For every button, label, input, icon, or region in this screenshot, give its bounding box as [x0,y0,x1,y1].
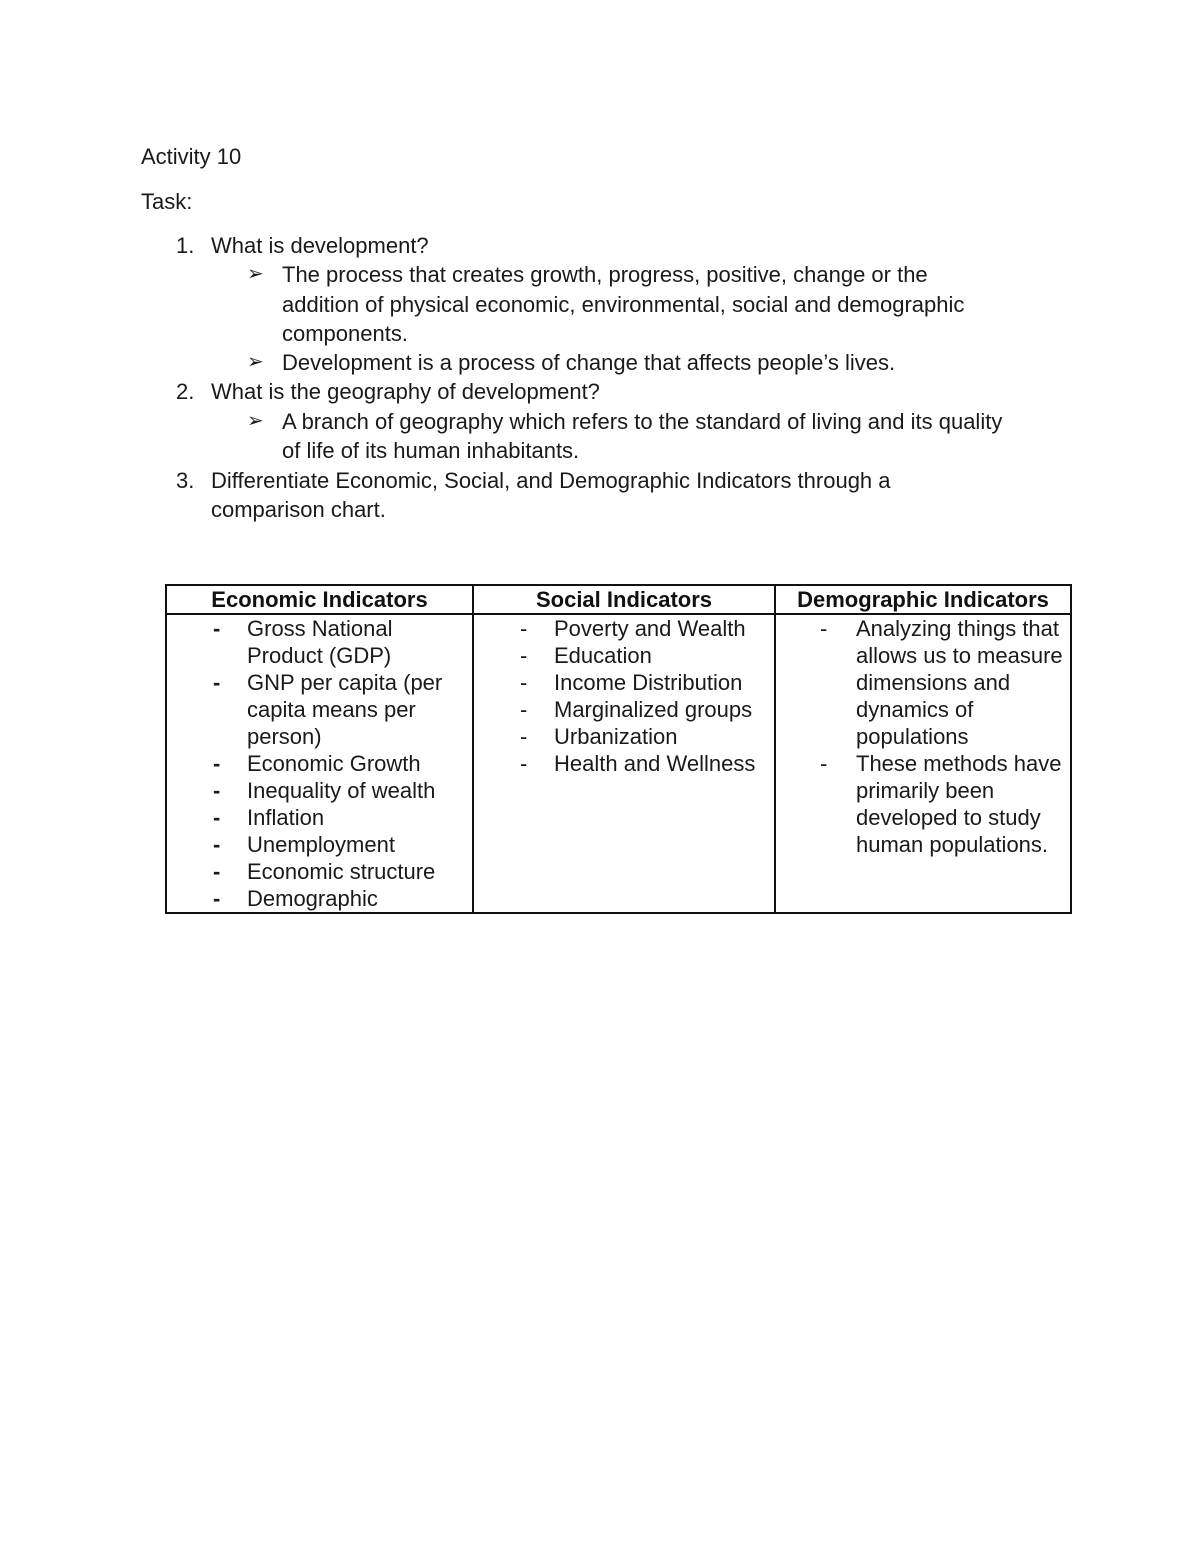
list-item-text: Analyzing things that allows us to measure dimensions and dynamics of populations [856,616,1063,749]
list-item [776,750,1070,858]
question-number: 2. [176,379,195,404]
answer-line: addition of physical economic, environmental, social and demographic [282,292,965,317]
list-item-text: Education [554,643,652,668]
list-item [474,696,774,723]
dash-bullet-icon: - [520,670,528,695]
list-item [167,885,472,912]
answer-1b [247,348,1077,378]
question-number: 1. [176,233,195,258]
dash-bullet-icon: - [213,751,221,776]
arrow-bullet-icon: ➢ [247,263,264,285]
dash-bullet-icon: - [820,751,828,776]
social-indicators-cell [473,614,775,913]
question-number: 3. [176,468,195,493]
answer-line: components. [282,321,408,346]
answer-1a [247,260,1077,350]
table-row [166,614,1071,913]
list-item-text: Economic structure [247,859,436,884]
list-item [474,723,774,750]
dash-bullet-icon: - [213,859,221,884]
answer-line: A branch of geography which refers to the standard of living and its quality [282,409,1003,434]
table-header-row [166,585,1071,614]
dash-bullet-icon: - [820,616,828,641]
list-item-text: Income Distribution [554,670,743,695]
dash-bullet-icon: - [520,751,528,776]
list-item [167,669,472,750]
dash-bullet-icon: - [213,616,221,641]
list-item-text: Economic Growth [247,751,421,776]
demographic-indicators-list [776,615,1070,858]
arrow-bullet-icon: ➢ [247,410,264,432]
list-item-text: Demographic [247,886,378,911]
list-item [167,750,472,777]
list-item [167,615,472,669]
list-item-text: These methods have primarily been developed to study human populations. [856,751,1062,857]
dash-bullet-icon: - [213,805,221,830]
arrow-bullet-icon: ➢ [247,351,264,373]
economic-indicators-cell [166,614,473,913]
question-2 [176,377,1076,407]
dash-bullet-icon: - [213,670,221,695]
list-item [474,615,774,642]
answer-2a [247,407,1077,467]
list-item [167,777,472,804]
list-item [167,858,472,885]
document-title: Activity 10 [141,144,242,169]
answer-line: The process that creates growth, progress, positive, change or the [282,262,928,287]
list-item [474,642,774,669]
comparison-chart [165,584,1072,914]
dash-bullet-icon: - [213,886,221,911]
list-item-text: Inequality of wealth [247,778,436,803]
list-item-text: GNP per capita (per capita means per person) [247,670,443,749]
question-text: Differentiate Economic, Social, and Demographic Indicators through a [211,468,891,493]
list-item [167,804,472,831]
dash-bullet-icon: - [213,832,221,857]
question-3 [176,466,1076,526]
list-item-text: Poverty and Wealth [554,616,746,641]
dash-bullet-icon: - [520,616,528,641]
social-indicators-list [474,615,774,777]
list-item-text: Urbanization [554,724,678,749]
dash-bullet-icon: - [213,778,221,803]
header-demographic-indicators: Demographic Indicators [775,585,1071,614]
list-item [776,615,1070,750]
list-item [474,750,774,777]
list-item-text: Unemployment [247,832,395,857]
list-item-text: Gross National Product (GDP) [247,616,393,668]
dash-bullet-icon: - [520,724,528,749]
question-text: What is the geography of development? [211,379,600,404]
header-social-indicators: Social Indicators [473,585,775,614]
answer-line: Development is a process of change that affects people’s lives. [282,350,896,375]
question-1 [176,231,1076,261]
list-item-text: Marginalized groups [554,697,753,722]
dash-bullet-icon: - [520,643,528,668]
task-label: Task: [141,189,193,214]
economic-indicators-list [167,615,472,912]
list-item [474,669,774,696]
list-item-text: Inflation [247,805,325,830]
header-economic-indicators: Economic Indicators [166,585,473,614]
demographic-indicators-cell [775,614,1071,913]
list-item-text: Health and Wellness [554,751,756,776]
question-text: comparison chart. [211,497,386,522]
answer-line: of life of its human inhabitants. [282,438,580,463]
list-item [167,831,472,858]
dash-bullet-icon: - [520,697,528,722]
question-text: What is development? [211,233,429,258]
